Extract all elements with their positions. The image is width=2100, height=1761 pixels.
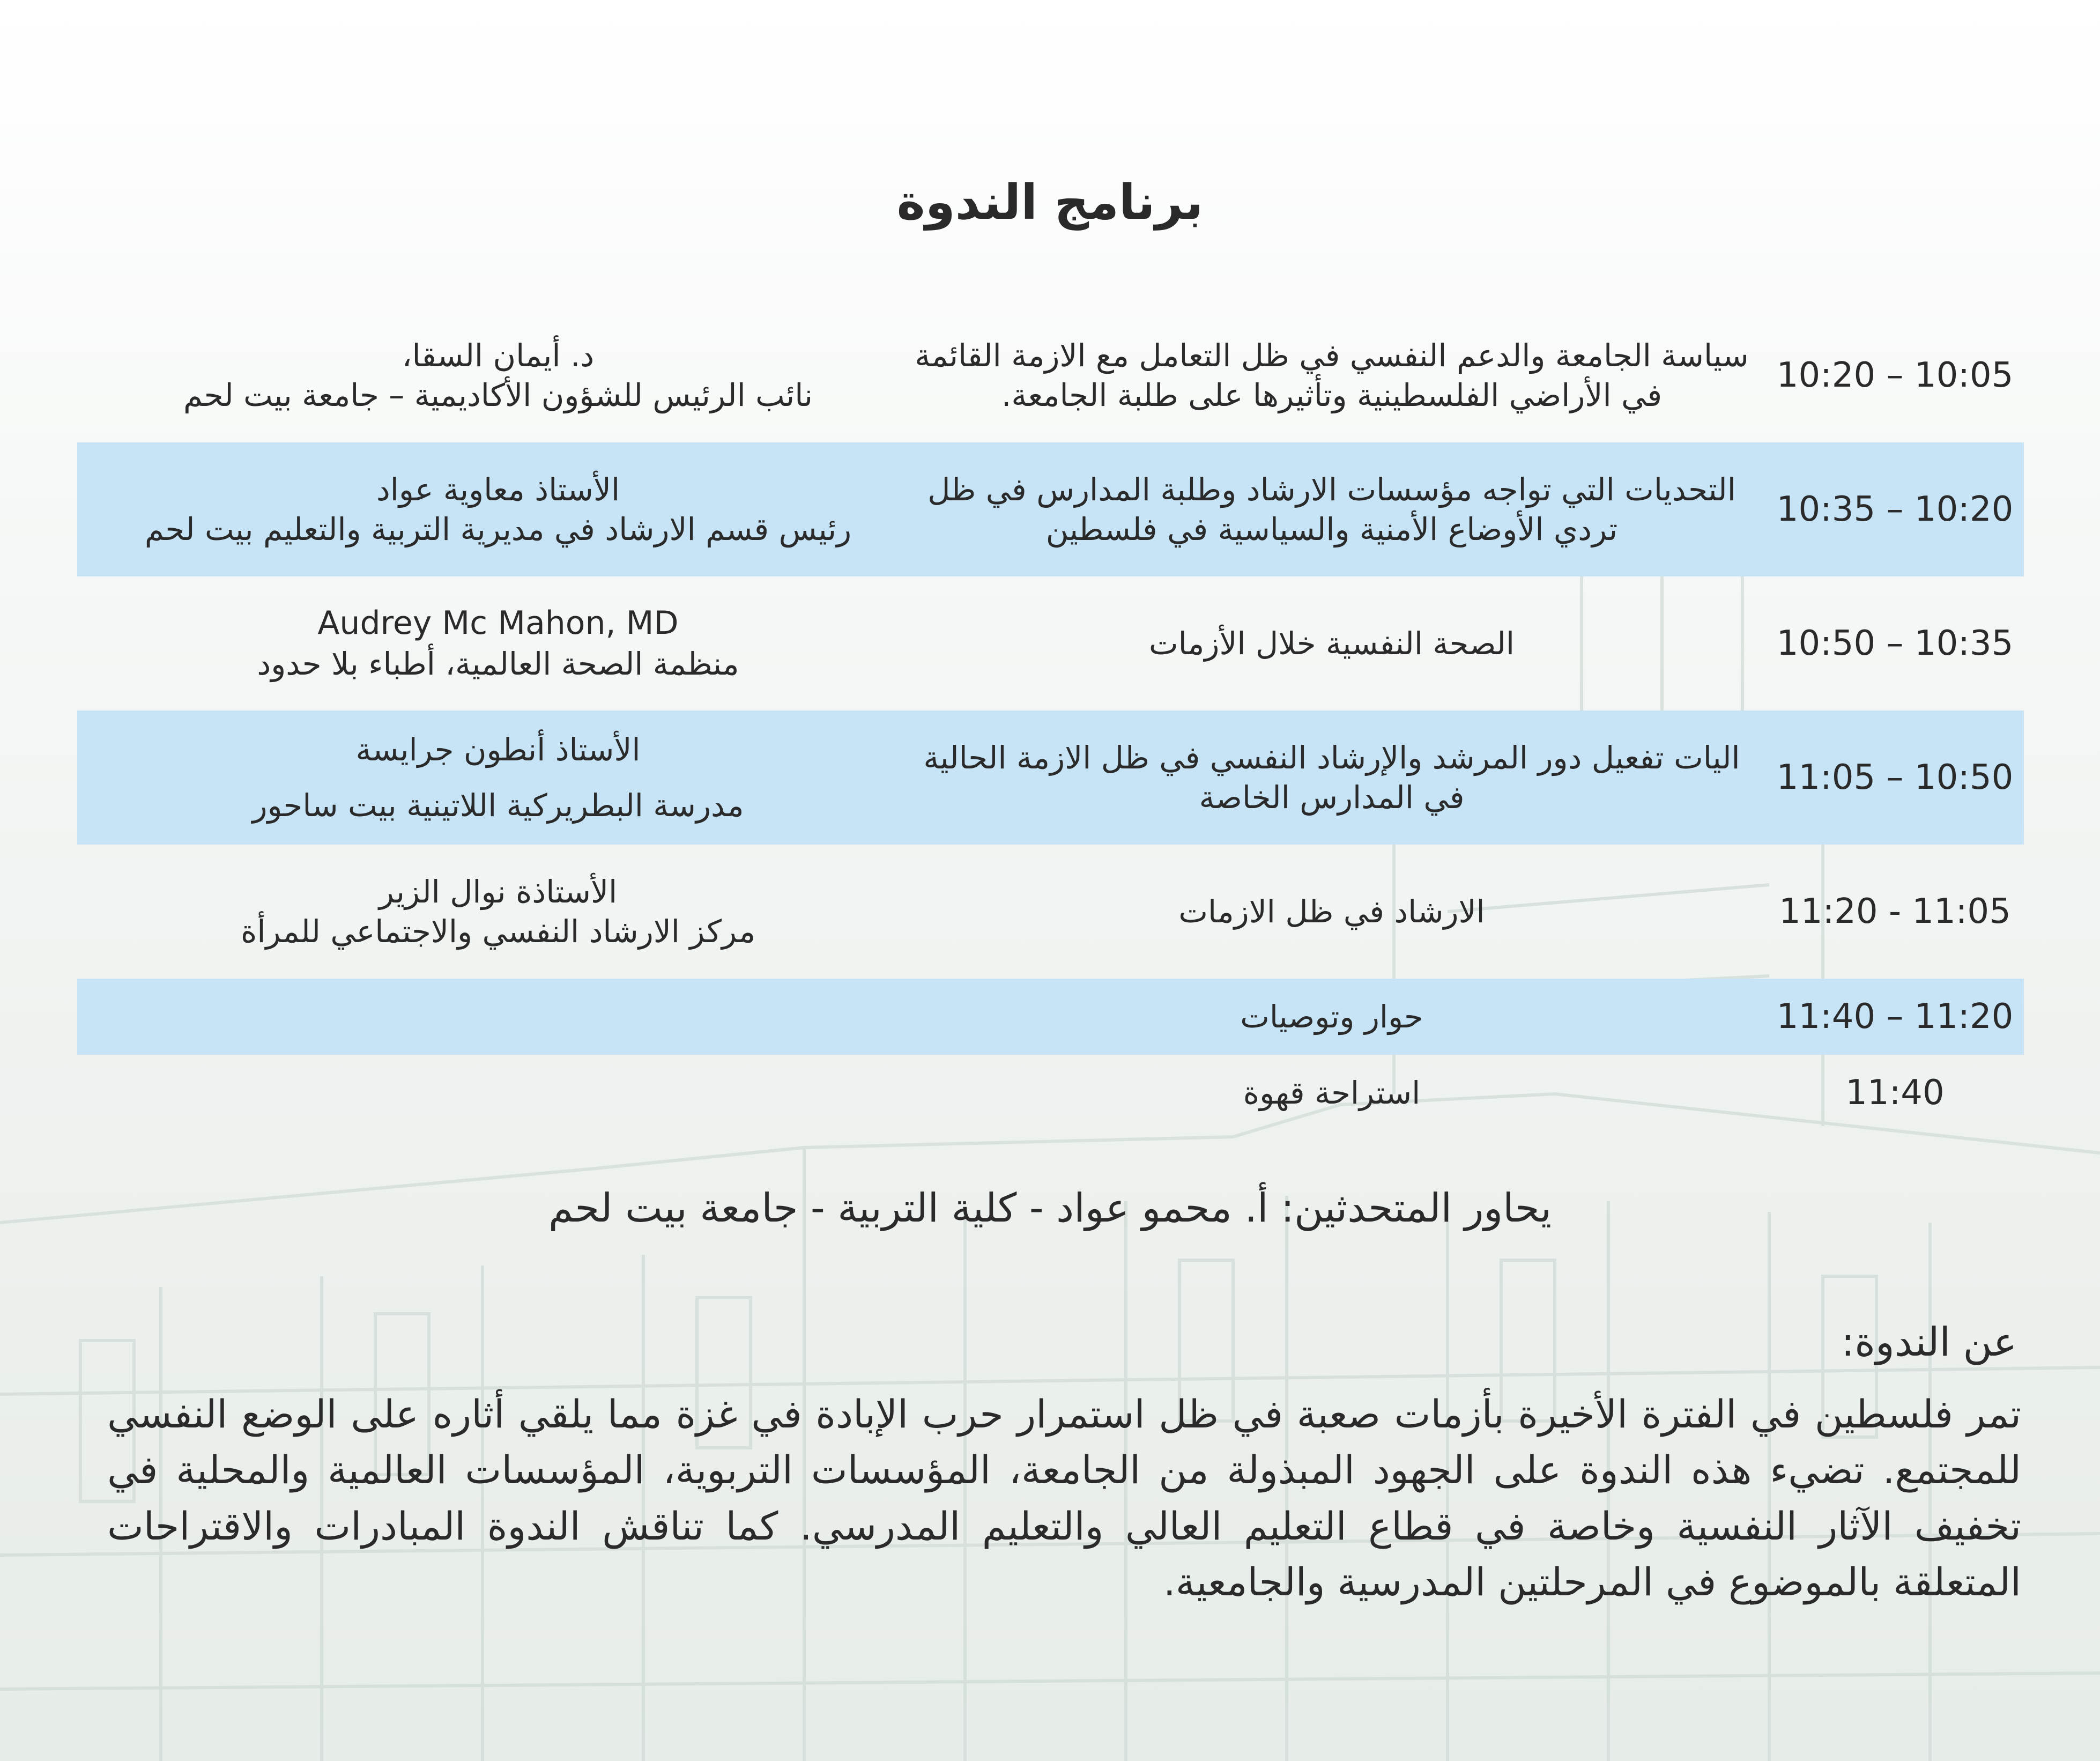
session-topic: الارشاد في ظل الازمات [1178, 893, 1485, 930]
time-slot: 11:40 [1845, 1073, 1945, 1113]
speaker: الأستاذ معاوية عواد رئيس قسم الارشاد في مديرية التربية والتعليم بيت لحم [144, 471, 852, 547]
session-topic: التحديات التي تواجه مؤسسات الارشاد وطلبة المدارس في ظل تردي الأوضاع الأمنية والسياسية في فلسطين [927, 471, 1736, 547]
session-topic: الصحة النفسية خلال الأزمات [1148, 625, 1515, 662]
schedule-row [77, 711, 2024, 845]
time-slot: 10:20 – 10:05 [1776, 356, 2014, 395]
schedule-table [77, 308, 2024, 1131]
about-heading: عن الندوة: [1841, 1319, 2017, 1365]
time-slot: 11:40 – 11:20 [1776, 997, 2014, 1037]
about-paragraph: تمر فلسطين في الفترة الأخيرة بأزمات صعبة في ظل استمرار حرب الإبادة في غزة مما يلقي أثاره على الوضع النفسي للمجتمع. تضيء هذه الندوة على الجهود المبذولة من الجامعة، المؤسسات التربوية، المؤسسات العالمية والمحلية في تخفيف الآثار النفسية وخاصة في قطاع التعليم العالي والتعليم المدرسي. كما تناقش الندوة المبادرات والاقتراحات المتعلقة بالموضوع في المرحلتين المدرسية والجامعية. [107, 1392, 2021, 1605]
session-topic: سياسة الجامعة والدعم النفسي في ظل التعامل مع الازمة القائمة في الأراضي الفلسطينية وتأثيرها على طلبة الجامعة. [915, 337, 1749, 413]
schedule-row [77, 442, 2024, 576]
schedule-row [77, 308, 2024, 442]
time-slot: 11:20 - 11:05 [1779, 892, 2011, 931]
session-topic: حوار وتوصيات [1240, 998, 1423, 1035]
schedule-row [77, 576, 2024, 711]
schedule-row [77, 845, 2024, 979]
time-slot: 10:50 – 10:35 [1776, 624, 2014, 663]
speaker: الأستاذة نوال الزير مركز الارشاد النفسي والاجتماعي للمرأة [240, 873, 756, 950]
page-title: برنامج الندوة [896, 174, 1204, 231]
time-slot: 11:05 – 10:50 [1776, 758, 2014, 797]
session-topic: اليات تفعيل دور المرشد والإرشاد النفسي في ظل الازمة الحالية في المدارس الخاصة [923, 739, 1740, 816]
speaker: الأستاذ أنطون جرايسة مدرسة البطريركية اللاتينية بيت ساحور [252, 731, 744, 824]
schedule-row [77, 1055, 2024, 1131]
time-slot: 10:35 – 10:20 [1776, 490, 2014, 529]
speaker: Audrey Mc Mahon, MD منظمة الصحة العالمية، أطباء بلا حدود [257, 604, 739, 683]
session-topic: استراحة قهوة [1243, 1074, 1421, 1111]
schedule-row [77, 979, 2024, 1055]
speaker: د. أيمان السقا، نائب الرئيس للشؤون الأكاديمية – جامعة بيت لحم [183, 337, 813, 413]
moderator-line: يحاور المتحدثين: أ. محمو عواد - كلية التربية - جامعة بيت لحم [548, 1185, 1552, 1231]
